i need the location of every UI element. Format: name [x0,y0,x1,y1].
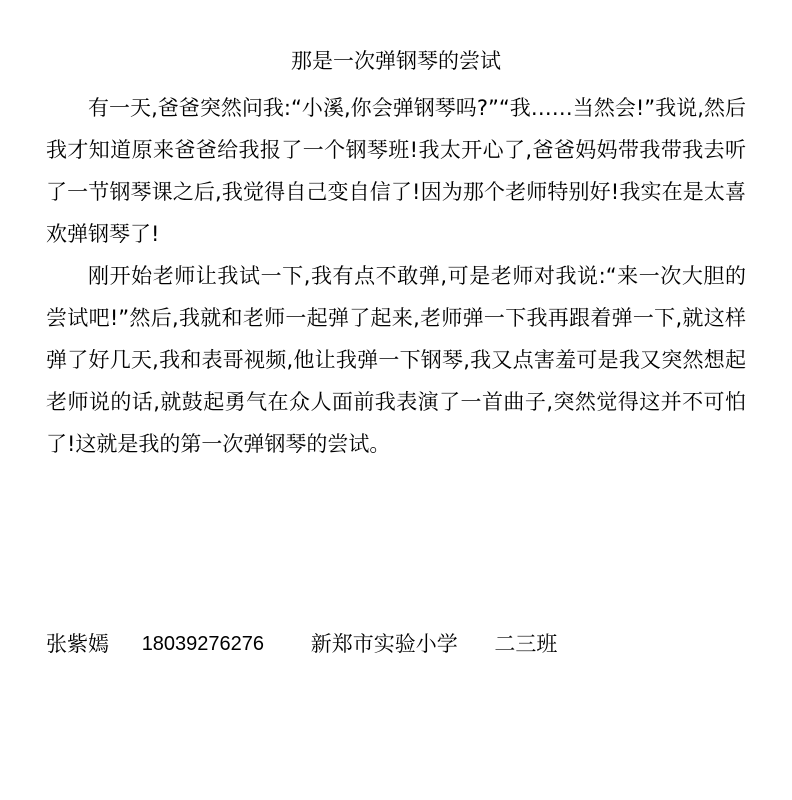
author-name: 张紫嫣 [46,632,109,656]
author-class: 二三班 [494,632,558,656]
paragraph-2: 刚开始老师让我试一下,我有点不敢弹,可是老师对我说:“来一次大胆的尝试吧!”然后,我就和老师一起弹了起来,老师弹一下我再跟着弹一下,就这样弹了好几天,我和表哥视频,他让我弹一下钢琴,我又点害羞可是我又突然想起老师说的话,就鼓起勇气在众人面前我表演了一首曲子,突然觉得这并不可怕了!这就是我的第一次弹钢琴的尝试。 [46,264,746,456]
essay-title: 那是一次弹钢琴的尝试 [291,49,501,73]
author-school: 新郑市实验小学 [310,632,458,656]
author-signature [46,627,557,661]
essay-body [46,87,746,465]
author-phone: 18039276276 [141,633,265,655]
paragraph-1: 有一天,爸爸突然问我:“小溪,你会弹钢琴吗?”“我……当然会!”我说,然后我才知道原来爸爸给我报了一个钢琴班!我太开心了,爸爸妈妈带我带我去听了一节钢琴课之后,我觉得自己变自信了!因为那个老师特别好!我实在是太喜欢弹钢琴了! [46,96,746,246]
